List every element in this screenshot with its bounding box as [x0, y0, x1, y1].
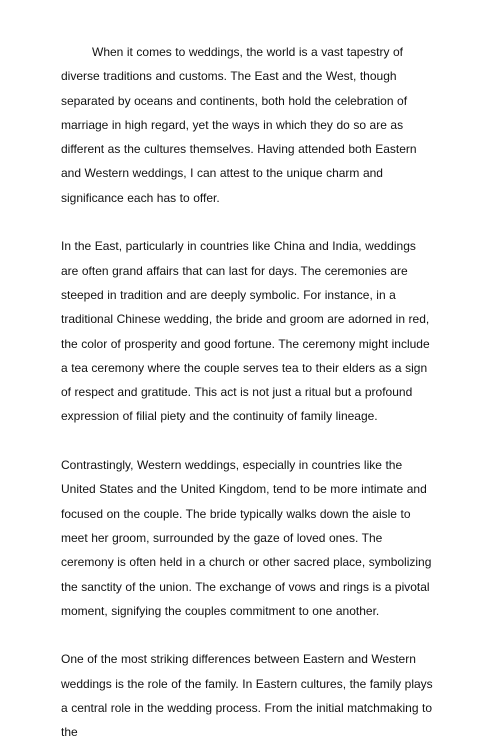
- paragraph-family: One of the most striking differences between Eastern and Western weddings is the role of the family. In Eastern cultures, the family plays a central role in the wedding process. From the initial matchmaking to the: [61, 652, 433, 740]
- paragraph-intro: When it comes to weddings, the world is a vast tapestry of diverse traditions and customs. The East and the West, though separated by oceans and continents, both hold the celebration of marriage in high regard, yet the ways in which they do so are as different as the cultures themselves. Having attended both Eastern and Western weddings, I can attest to the unique charm and significance each has to offer.: [61, 45, 417, 205]
- paragraph-west: Contrastingly, Western weddings, especially in countries like the United States and the United Kingdom, tend to be more intimate and focused on the couple. The bride typically walks down the aisle to meet her groom, surrounded by the gaze of loved ones. The ceremony is often held in a church or other sacred place, symbolizing the sanctity of the union. The exchange of vows and rings is a pivotal moment, signifying the couples commitment to one another.: [61, 458, 432, 618]
- paragraph-east: In the East, particularly in countries like China and India, weddings are often grand affairs that can last for days. The ceremonies are steeped in tradition and are deeply symbolic. For instance, in a traditional Chinese wedding, the bride and groom are adorned in red, the color of prosperity and good fortune. The ceremony might include a tea ceremony where the couple serves tea to their elders as a sign of respect and gratitude. This act is not just a ritual but a profound expression of filial piety and the continuity of family lineage.: [61, 239, 430, 424]
